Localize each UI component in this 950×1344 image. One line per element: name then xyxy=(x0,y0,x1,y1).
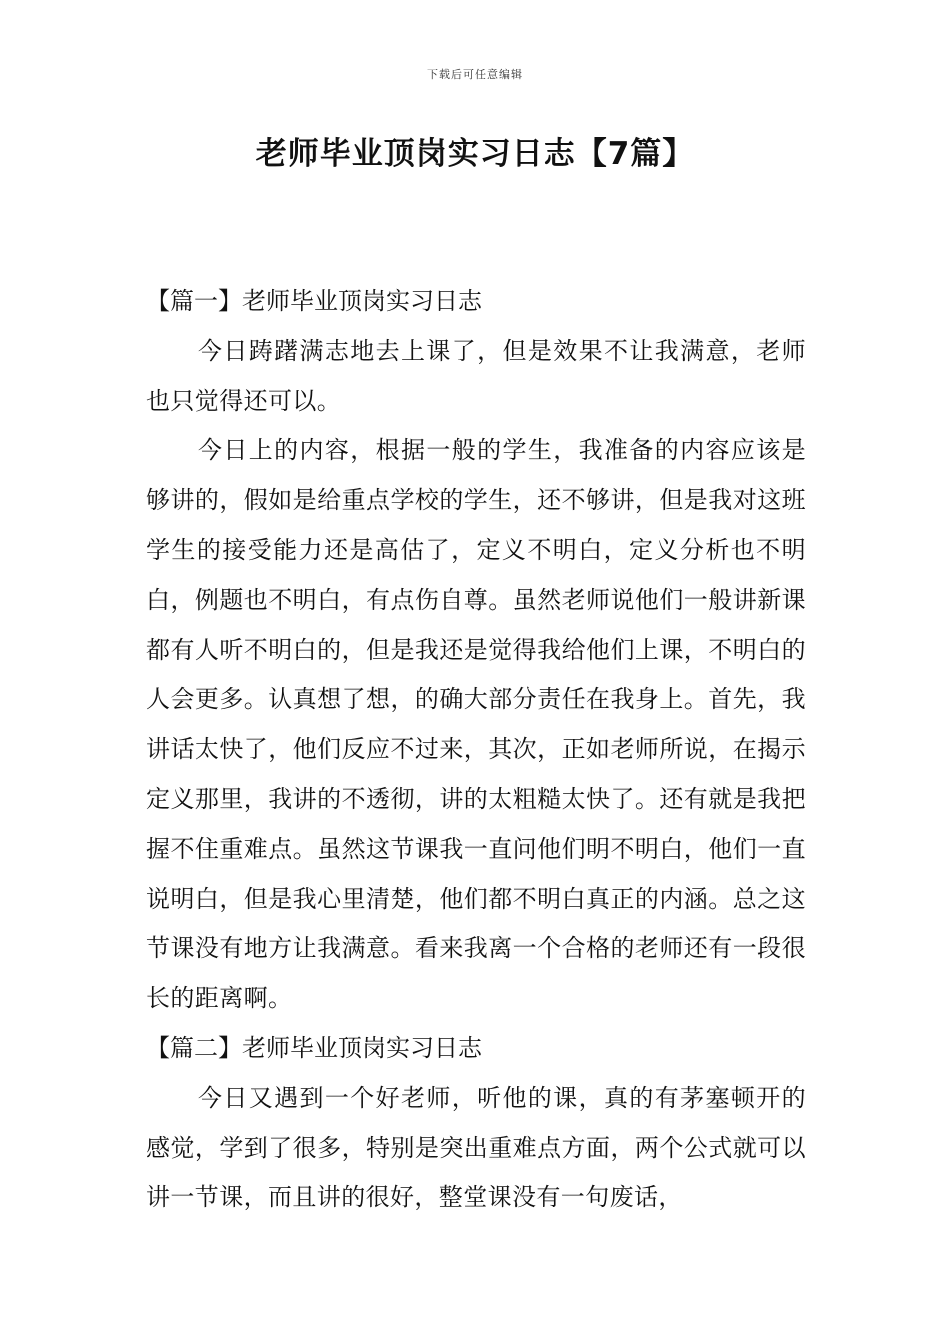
paragraph: 今日上的内容，根据一般的学生，我准备的内容应该是够讲的，假如是给重点学校的学生，还不够讲，但是我对这班学生的接受能力还是高估了，定义不明白，定义分析也不明白，例题也不明白，有点伤自尊。虽然老师说他们一般讲新课都有人听不明白的，但是我还是觉得我给他们上课，不明白的人会更多。认真想了想，的确大部分责任在我身上。首先，我讲话太快了，他们反应不过来，其次，正如老师所说，在揭示定义那里，我讲的不透彻，讲的太粗糙太快了。还有就是我把握不住重难点。虽然这节课我一直问他们明不明白，他们一直说明白，但是我心里清楚，他们都不明白真正的内涵。总之这节课没有地方让我满意。看来我离一个合格的老师还有一段很长的距离啊。 xyxy=(146,436,806,1013)
document-title: 老师毕业顶岗实习日志【7篇】 xyxy=(255,136,695,172)
section-heading: 【篇二】老师毕业顶岗实习日志 xyxy=(146,1033,482,1062)
paragraph: 今日又遇到一个好老师，听他的课，真的有茅塞顿开的感觉，学到了很多，特别是突出重难点方面，两个公式就可以讲一节课，而且讲的很好，整堂课没有一句废话， xyxy=(146,1083,806,1212)
section-1 xyxy=(146,277,806,1024)
paragraph: 今日踌躇满志地去上课了，但是效果不让我满意，老师也只觉得还可以。 xyxy=(146,336,806,415)
document-body xyxy=(146,277,806,1223)
section-heading: 【篇一】老师毕业顶岗实习日志 xyxy=(146,287,482,315)
header-note: 下载后可任意编辑 xyxy=(427,68,523,81)
section-2 xyxy=(146,1024,806,1223)
